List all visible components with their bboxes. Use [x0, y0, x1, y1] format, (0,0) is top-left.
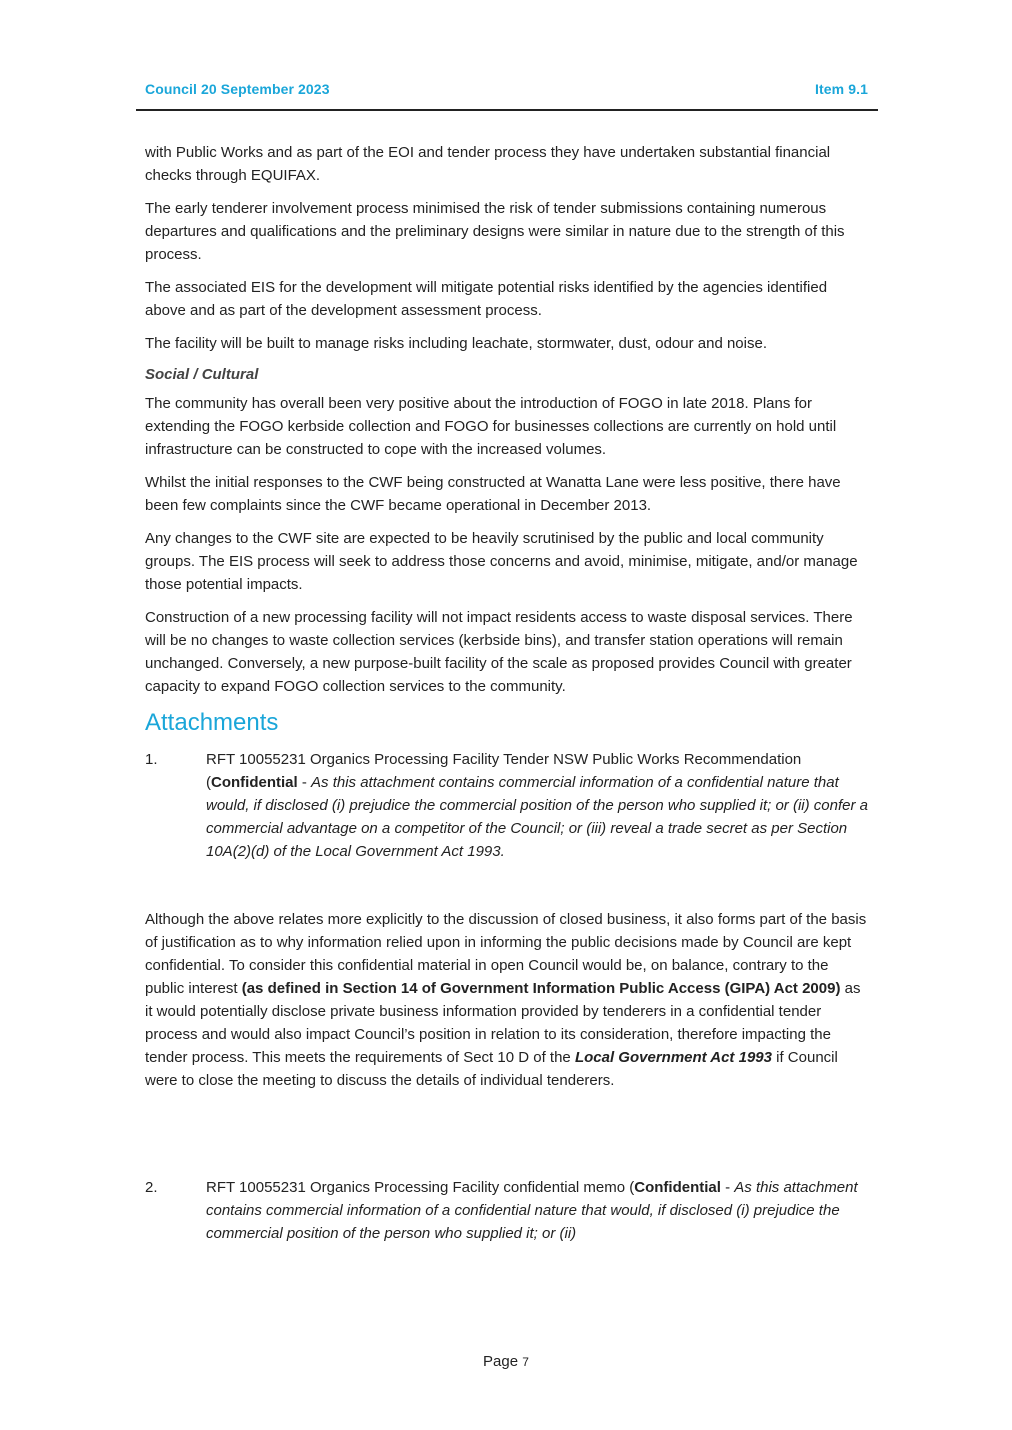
act-reference: Local Government Act 1993 [574, 1049, 772, 1066]
attachment-number: 1. [145, 751, 158, 768]
attachments-heading: Attachments [145, 709, 279, 736]
paragraph: The facility will be built to manage risks including leachate, stormwater, dust, odour and noise. [145, 335, 767, 352]
paragraph: The early tenderer involvement process minimised the risk of tender submissions containing numerous departures and qualifications and the preliminary designs were similar in nature due to the strength of this process. [145, 200, 845, 263]
attachment-title: RFT 10055231 Organics Processing Facility Tender NSW Public Works Recommendation ( [206, 751, 802, 791]
paragraph: Any changes to the CWF site are expected to be heavily scrutinised by the public and local community groups. The EIS process will seek to address those concerns and avoid, minimise, mitigate, and/or manage those potential impacts. [145, 530, 858, 593]
page-label: Page [483, 1353, 523, 1370]
attachment-item-1 [145, 748, 871, 863]
confidential-label: Confidential [211, 774, 298, 791]
header-item-number: Item 9.1 [815, 81, 868, 97]
confidential-reason: As this attachment contains commercial information of a confidential nature that would, if disclosed (i) prejudice the commercial position of the person who supplied it; or (ii) [206, 1179, 858, 1242]
page-number: 7 [522, 1355, 529, 1369]
attachment-item-2 [145, 1176, 871, 1245]
header-meeting-date: Council 20 September 2023 [145, 81, 330, 97]
attachment-number: 2. [145, 1179, 158, 1196]
closed-business-paragraph [145, 908, 871, 1092]
confidential-reason: As this attachment contains commercial information of a confidential nature that would, if disclosed (i) prejudice the commercial position of the person who supplied it; or (ii) confer a commercial advantage on a competitor of the Council; or (iii) reveal a trade secret as per Section 10A(2)(d) of the Local Government Act 1993. [206, 774, 868, 860]
text-run: Although the above relates more explicitly to the discussion of closed business, it also forms part of the basis of justification as to why information relied upon in informing the public decisions made by Council are kept confidential. To consider this confidential material in open Council would be, on balance, contrary to the public interest [145, 911, 867, 997]
document-body [145, 141, 871, 1245]
dash: - [297, 774, 312, 791]
text-run: as it would potentially disclose private business information provided by tenderers in a confidential tender process and would also impact Council’s position in relation to its consideration, therefore impacting the tender process. This meets the requirements of Sect 10 D of the [145, 980, 861, 1066]
paragraph: Whilst the initial responses to the CWF being constructed at Wanatta Lane were less positive, there have been few complaints since the CWF became operational in December 2013. [145, 474, 841, 514]
attachment-text [206, 748, 871, 863]
paragraph: The associated EIS for the development will mitigate potential risks identified by the agencies identified above and as part of the development assessment process. [145, 279, 828, 319]
attachment-text [206, 1176, 871, 1245]
paragraph: Construction of a new processing facility will not impact residents access to waste disposal services. There will be no changes to waste collection services (kerbside bins), and transfer station operations will remain unchanged. Conversely, a new purpose-built facility of the scale as proposed provides Council with greater capacity to expand FOGO collection services to the community. [145, 609, 853, 695]
paragraph: with Public Works and as part of the EOI and tender process they have undertaken substantial financial checks through EQUIFAX. [145, 144, 831, 184]
confidential-label: Confidential [634, 1179, 721, 1196]
gipa-reference: (as defined in Section 14 of Government Information Public Access (GIPA) Act 2009) [241, 980, 841, 997]
paragraph: The community has overall been very positive about the introduction of FOGO in late 2018. Plans for extending the FOGO kerbside collection and FOGO for businesses collections are currently on hold until infrastructure can be constructed to cope with the increased volumes. [145, 395, 837, 458]
page-footer [0, 1353, 1012, 1370]
dash: - [720, 1179, 735, 1196]
header-rule [136, 109, 878, 111]
subheading-social-cultural: Social / Cultural [145, 366, 259, 383]
attachment-title: RFT 10055231 Organics Processing Facility confidential memo ( [206, 1179, 635, 1196]
text-run: if Council were to close the meeting to discuss the details of individual tenderers. [145, 1049, 838, 1089]
